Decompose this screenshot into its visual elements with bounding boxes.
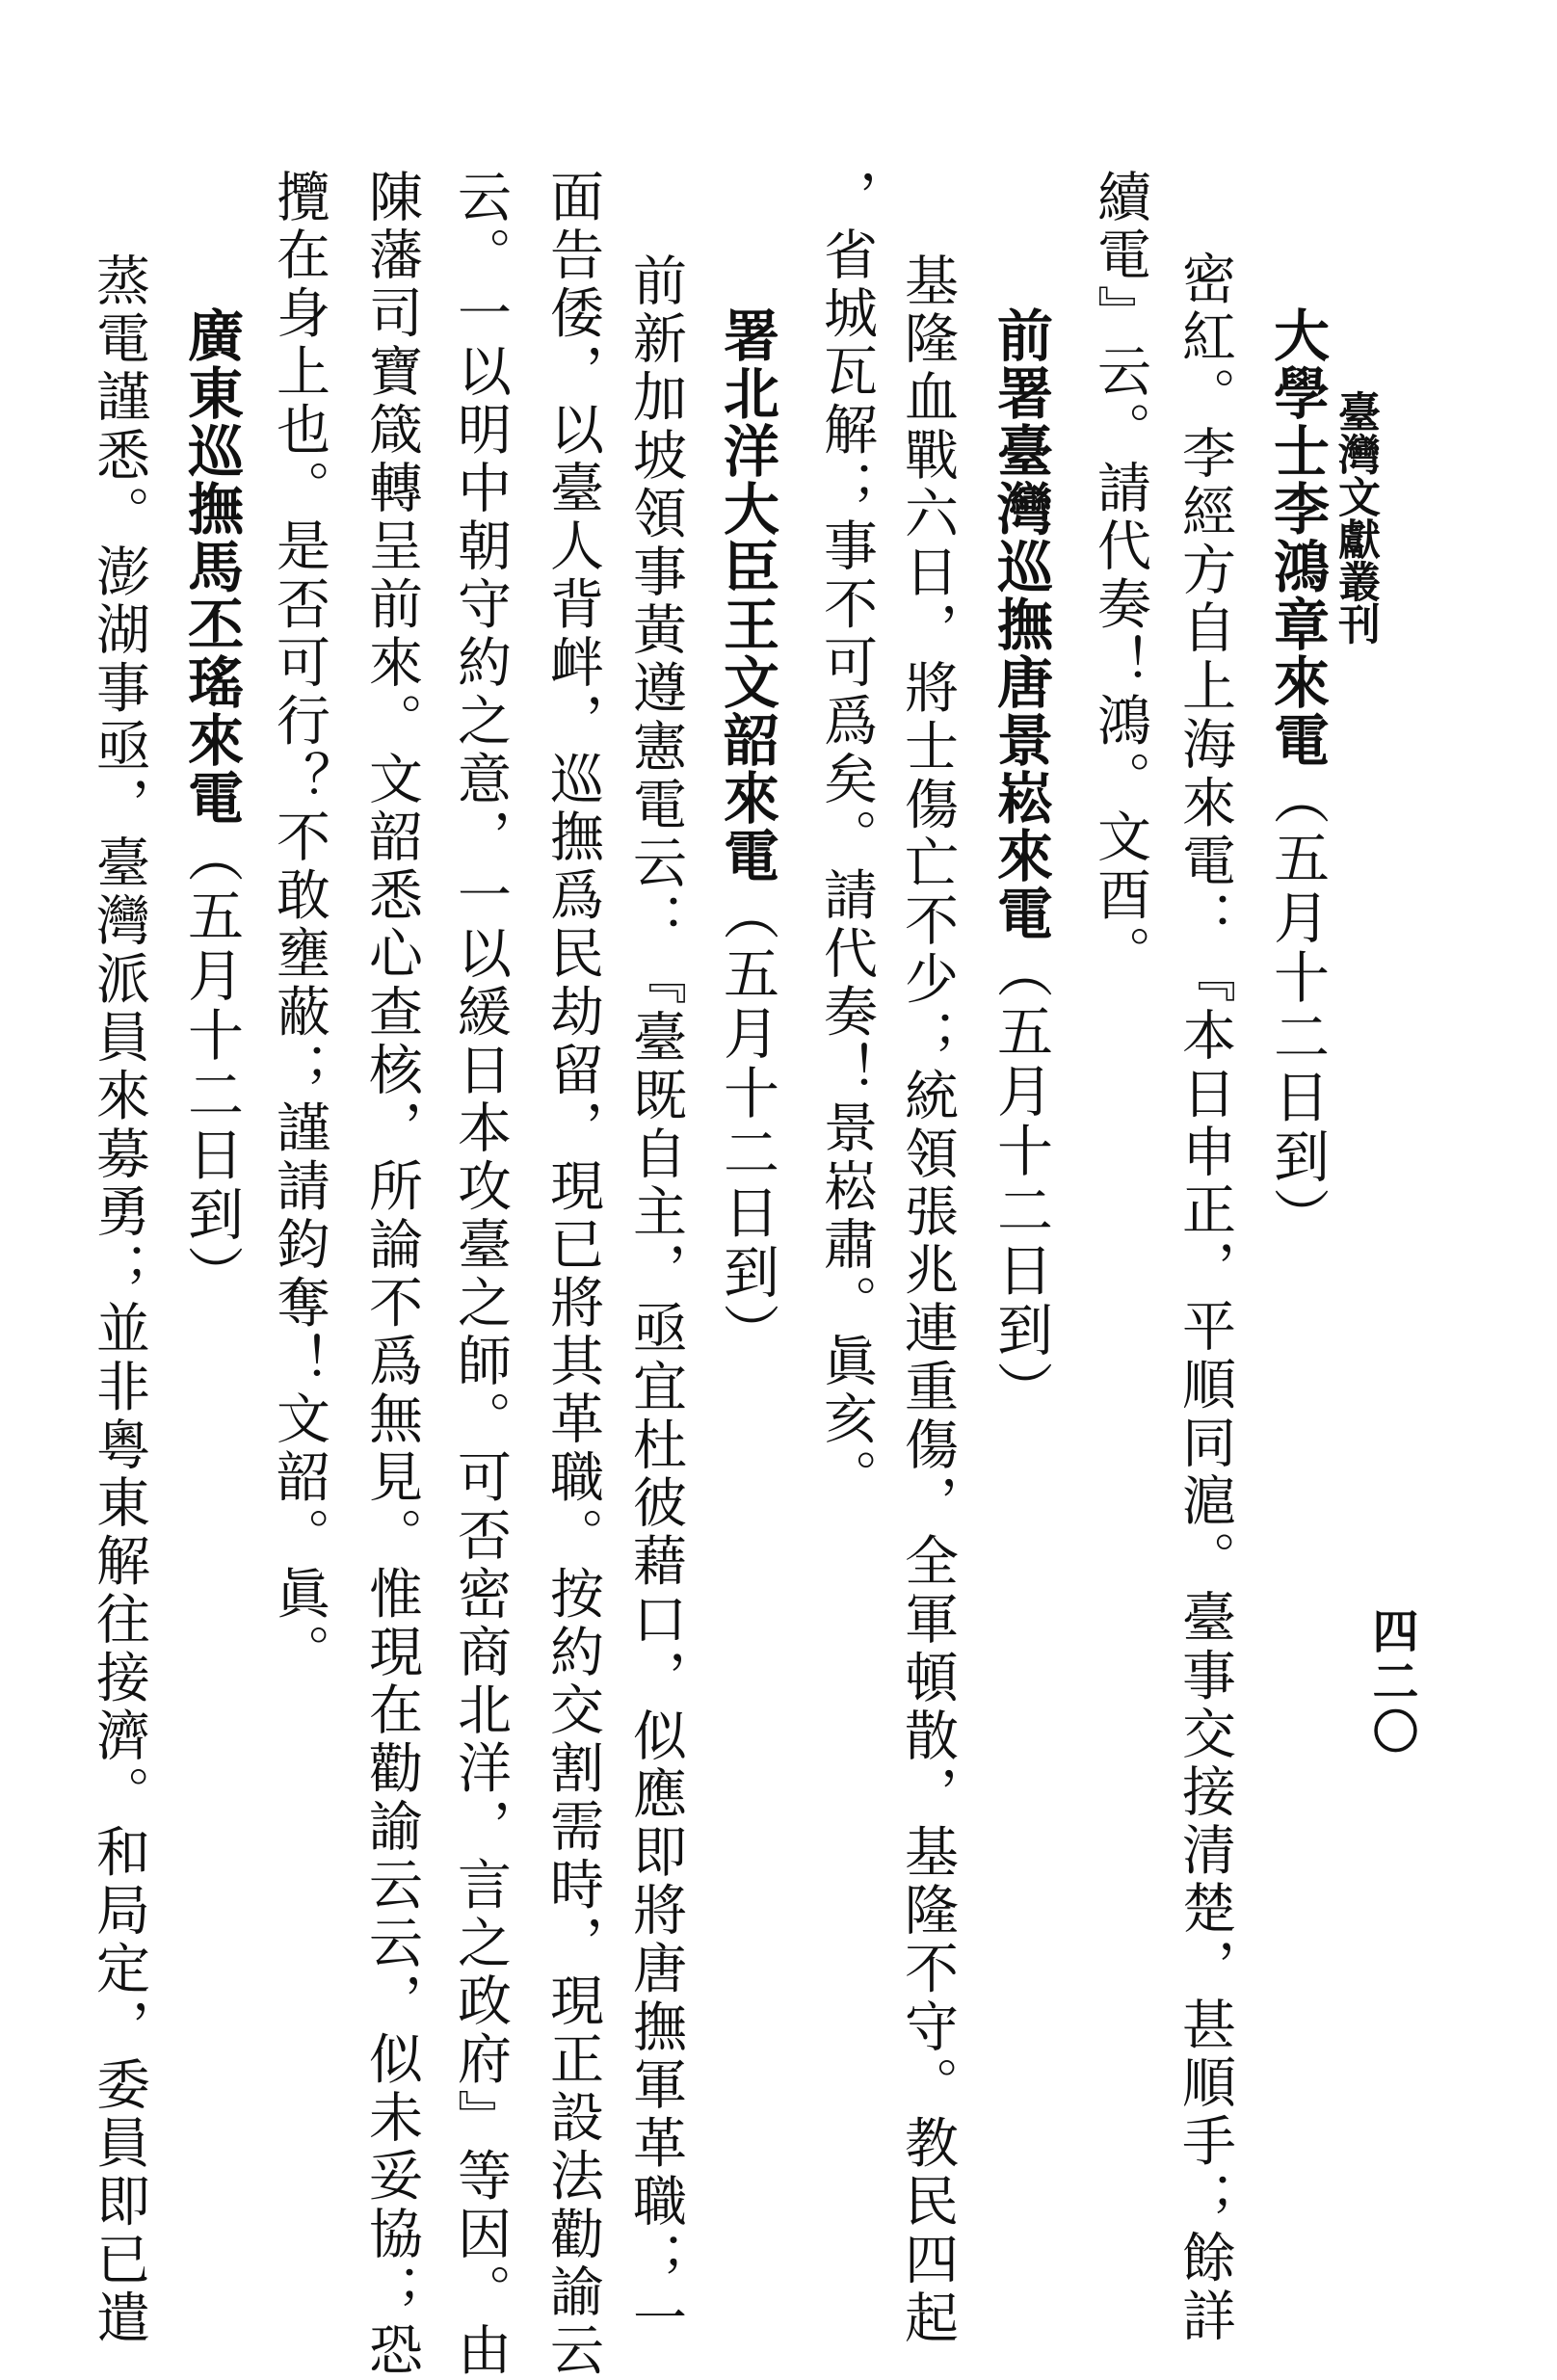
heading-date: （五月十二日到） [988, 942, 1053, 1420]
text-column: 陳藩司寶箴轉呈前來。文韶悉心查核，所論不爲無見。惟現在勸諭云云，似未妥協；恐 [360, 169, 423, 2380]
heading-title: 署北洋大臣王文韶來電 [714, 306, 779, 885]
heading-date: （五月十二日到） [178, 827, 244, 1305]
text-column: 續電』云。請代奏！鴻。文酉。 [1089, 169, 1151, 984]
text-column: ，省城瓦解；事不可爲矣。請代奏！景崧肅。眞亥。 [815, 169, 878, 1508]
section-heading [714, 306, 779, 1362]
section-heading [988, 306, 1053, 1420]
text-column: 蒸電謹悉。澎湖事亟，臺灣派員來募勇；並非粵東解往接濟。和局定，委員即已遣 [88, 252, 150, 2348]
page-number: 四二〇 [1364, 1607, 1418, 1758]
section-heading [1264, 306, 1330, 1247]
heading-title: 前署臺灣巡撫唐景崧來電 [988, 306, 1053, 942]
text-column: 云。一以明中朝守約之意，一以緩日本攻臺之師。可否密商北洋，言之政府』等因。由 [449, 169, 512, 2380]
heading-date: （五月十二日到） [714, 885, 779, 1362]
text-column: 基隆血戰六日，將士傷亡不少；統領張兆連重傷，全軍頓散，基隆不守。教民四起 [896, 252, 959, 2348]
heading-title: 大學士李鴻章來電 [1264, 306, 1330, 769]
text-column: 攬在身上也。是否可行？不敢壅蔽；謹請鈞奪！文韶。眞。 [268, 169, 330, 1682]
text-column: 面告倭，以臺人背衅，巡撫爲民劫留，現已將其革職。按約交割需時，現正設法勸諭云 [541, 169, 604, 2380]
heading-date: （五月十二日到） [1264, 769, 1330, 1247]
text-column: 前新加坡領事黃遵憲電云：『臺既自主，亟宜杜彼藉口，似應即將唐撫軍革職；一 [624, 252, 687, 2348]
section-heading [178, 306, 244, 1305]
heading-title: 廣東巡撫馬丕瑤來電 [178, 306, 244, 827]
book-title: 臺灣文獻叢刊 [1331, 390, 1380, 645]
text-column: 密紅。李經方自上海來電：『本日申正，平順同滬。臺事交接清楚，甚順手；餘詳 [1174, 251, 1236, 2346]
